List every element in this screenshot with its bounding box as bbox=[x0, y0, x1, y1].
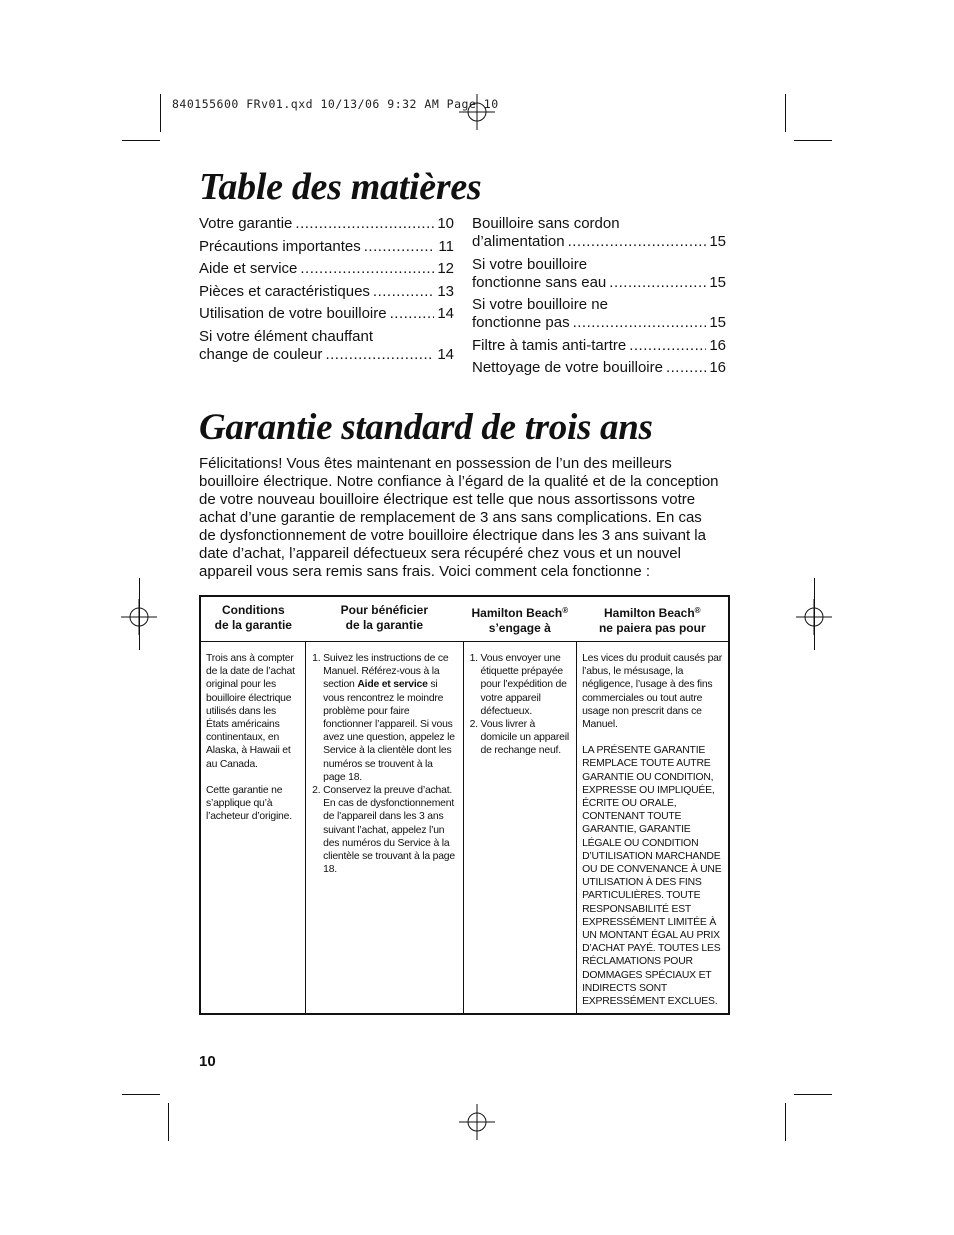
toc-entry[interactable]: Votre garantie ..... 10 bbox=[199, 215, 454, 233]
warranty-intro bbox=[199, 455, 719, 581]
toc-left-column bbox=[199, 215, 454, 364]
crop-mark bbox=[139, 578, 140, 650]
crop-mark bbox=[785, 1103, 786, 1141]
printer-slug: 840155600 FRv01.qxd 10/13/06 9:32 AM Page 10 bbox=[172, 97, 499, 111]
toc-entry[interactable]: Pièces et caractéristiques ..... 13 bbox=[199, 283, 454, 301]
crop-mark bbox=[122, 1094, 160, 1095]
header-hamilton-not-pay: Hamilton Beach® ne paiera pas pour bbox=[577, 596, 729, 642]
cell-hamilton-not-pay: Les vices du produit causés par l’abus, le mésusage, la négligence, l’usage à des fins commerciales ou tout autre usage non prescrit dans ce Manuel. LA PRÉSENTE GARANTIE REMPLACE TOUTE AUTRE GARANTIE OU CONDITION, EXPRESSE OU IMPLIQUÉE, ÉCRITE OU ORALE, CONTENANT TOUTE GARANTIE, GARANTIE LÉGALE OU CONDITION D’UTILISATION MARCHANDE OU DE CONVENANCE À UNE UTILISATION À DES FINS PARTICULIÈRES. TOUTE RESPONSABILITÉ EST EXPRESSÉMENT LIMITÉE À UN MONTANT ÉGAL AU PRIX D’ACHAT PAYÉ. TOUTES LES RÉCLAMATIONS POUR DOMMAGES SPÉCIAUX ET INDIRECTS SONT EXPRESSÉMENT EXCLUES. bbox=[582, 653, 723, 1008]
toc-entry[interactable]: Utilisation de votre bouilloire ..... 14 bbox=[199, 305, 454, 323]
intro-paragraph: Félicitations! Vous êtes maintenant en possession de l’un des meilleurs bouilloire électrique. Notre confiance à l’égard de la qualité et de la conception de votre nouveau bouilloire électrique est telle que nous assortissons votre achat d’une garantie de remplacement de 3 ans sans complications. En cas de dysfonctionnement de votre bouilloire électrique dans les 3 ans suivant la date d’achat, l’appareil défectueux sera récupéré chez vous et un nouvel appareil vous sera remis sans frais. Voici comment cela fonctionne : bbox=[199, 455, 719, 580]
list-item: 1. Suivez les instructions de ce Manuel. Référez-vous à la section Aide et service si vous rencontrez le moindre problème pour faire fonctionner l’appareil. Si vous avez une question, appelez le Service à la clientèle dont les numéros se trouvent à la page 18. bbox=[323, 652, 457, 784]
header-obtain-warranty: Pour bénéficier de la garantie bbox=[306, 596, 463, 642]
crop-mark bbox=[794, 1094, 832, 1095]
toc-entry[interactable]: Bouilloire sans cordon d’alimentation ..... 15 bbox=[472, 215, 726, 251]
cell-obtain-warranty bbox=[306, 642, 463, 1015]
warranty-table bbox=[199, 595, 730, 1015]
list-item: 2. Conservez la preuve d’achat. En cas de dysfonctionnement de l’appareil dans les 3 ans suivant l’achat, appelez l’un des numéros du Service à la clientèle se trouvant à la page 18. bbox=[323, 784, 457, 876]
header-conditions: Conditions de la garantie bbox=[200, 596, 306, 642]
toc-entry[interactable]: Filtre à tamis anti-tartre ..... 16 bbox=[472, 337, 726, 355]
crop-mark bbox=[794, 140, 832, 141]
table-row bbox=[200, 642, 729, 1015]
crop-mark bbox=[168, 1103, 169, 1141]
header-hamilton-commits: Hamilton Beach® s’engage à bbox=[463, 596, 577, 642]
page-number: 10 bbox=[199, 1053, 216, 1070]
toc-heading: Table des matières bbox=[199, 166, 482, 208]
toc-entry[interactable]: Aide et service ..... 12 bbox=[199, 260, 454, 278]
toc-entry[interactable]: Précautions importantes ..... 11 bbox=[199, 238, 454, 256]
toc-right-column bbox=[472, 215, 726, 377]
crop-mark bbox=[785, 94, 786, 132]
toc-entry[interactable]: Nettoyage de votre bouilloire ..... 16 bbox=[472, 359, 726, 377]
registration-mark-icon bbox=[459, 94, 495, 130]
crop-mark bbox=[122, 140, 160, 141]
list-item: 2. Vous livrer à domicile un appareil de rechange neuf. bbox=[481, 718, 572, 758]
list-item: 1. Vous envoyer une étiquette prépayée pour l’expédition de votre appareil défectueux. bbox=[481, 652, 572, 718]
crop-mark bbox=[160, 94, 161, 132]
cell-hamilton-commits bbox=[463, 642, 577, 1015]
cell-conditions: Trois ans à compter de la date de l’achat original pour les bouilloire électrique utilisés dans les États américains continentaux, en Alaska, à Hawaii et au Canada. Cette garantie ne s’applique qu’à l’acheteur d’origine. bbox=[200, 642, 306, 1015]
table-header-row bbox=[200, 596, 729, 642]
toc-entry[interactable]: Si votre bouilloire fonctionne sans eau ..... 15 bbox=[472, 256, 726, 292]
crop-mark bbox=[814, 578, 815, 650]
warranty-heading: Garantie standard de trois ans bbox=[199, 407, 653, 448]
toc-entry[interactable]: Si votre bouilloire ne fonctionne pas ..... 15 bbox=[472, 296, 726, 332]
registration-mark-icon bbox=[459, 1104, 495, 1140]
toc-entry[interactable]: Si votre élément chauffant change de couleur ..... 14 bbox=[199, 328, 454, 364]
